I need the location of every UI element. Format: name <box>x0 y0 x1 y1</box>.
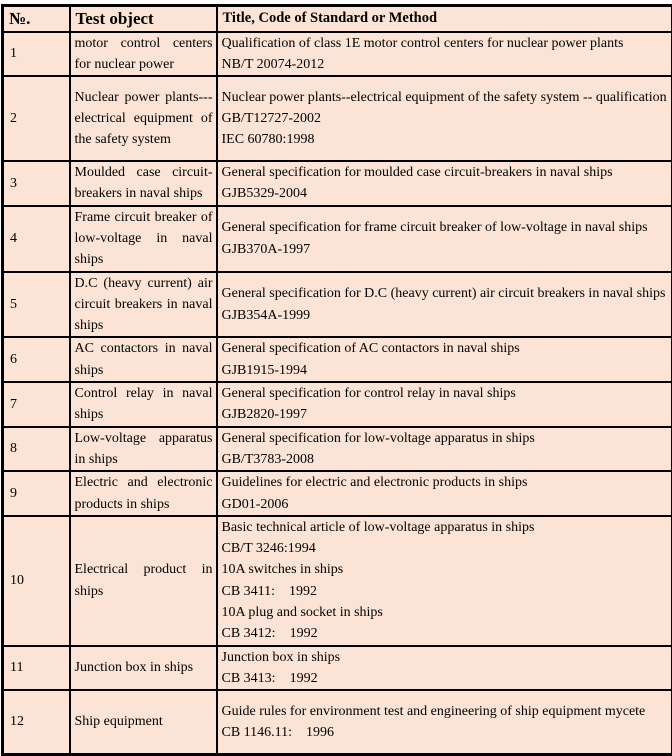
test-object-text: Junction box in ships <box>75 657 213 678</box>
standard-code: CB 3411: 1992 <box>222 581 669 602</box>
column-header-title-code: Title, Code of Standard or Method <box>217 6 672 32</box>
row-number: 12 <box>10 711 66 732</box>
title-code-cell <box>217 471 672 516</box>
row-number: 10 <box>10 570 66 591</box>
row-number-cell <box>3 690 70 754</box>
row-number-cell <box>3 32 70 77</box>
test-object-text: Frame circuit breaker of low-voltage in naval ships <box>75 207 213 271</box>
row-number: 7 <box>10 394 66 415</box>
row-number-cell <box>3 427 70 472</box>
test-object-text: AC contactors in naval ships <box>75 338 213 381</box>
table-row <box>3 76 672 161</box>
row-number: 3 <box>10 173 66 194</box>
standard-code: GJB2820-1997 <box>222 404 669 425</box>
row-number: 5 <box>10 294 66 315</box>
standard-title: General specification for control relay in naval ships <box>222 383 669 404</box>
row-number: 1 <box>10 43 66 64</box>
test-object-cell <box>70 382 217 427</box>
title-code-cell <box>217 272 672 338</box>
standards-table <box>1 4 672 756</box>
test-object-text: D.C (heavy current) air circuit breakers in naval ships <box>75 273 213 337</box>
test-object-text: Nuclear power plants---electrical equipment of the safety system <box>75 87 213 151</box>
standard-code: GJB354A-1999 <box>222 305 669 326</box>
standard-code: CB 3413: 1992 <box>222 668 669 689</box>
title-code-cell <box>217 161 672 206</box>
title-code-cell <box>217 32 672 77</box>
row-number-cell <box>3 337 70 382</box>
standard-title: 10A plug and socket in ships <box>222 602 669 623</box>
row-number-cell <box>3 76 70 161</box>
standard-code: GJB1915-1994 <box>222 360 669 381</box>
table-body <box>3 32 672 755</box>
title-code-cell <box>217 690 672 754</box>
title-code-cell <box>217 337 672 382</box>
column-header-number: №. <box>3 6 70 32</box>
test-object-cell <box>70 76 217 161</box>
standard-title: Qualification of class 1E motor control centers for nuclear power plants <box>222 33 669 54</box>
title-code-cell <box>217 516 672 646</box>
row-number-cell <box>3 161 70 206</box>
standard-title: General specification for moulded case circuit-breakers in naval ships <box>222 162 669 183</box>
standard-code: GB/T12727-2002 <box>222 108 669 129</box>
title-code-cell <box>217 646 672 691</box>
standard-code: GJB5329-2004 <box>222 183 669 204</box>
test-object-text: motor control centers for nuclear power <box>75 33 213 76</box>
title-code-cell <box>217 206 672 272</box>
row-number-cell <box>3 471 70 516</box>
table-row <box>3 337 672 382</box>
title-code-cell <box>217 76 672 161</box>
standard-title: Junction box in ships <box>222 647 669 668</box>
standard-code: GB/T3783-2008 <box>222 449 669 470</box>
row-number: 2 <box>10 108 66 129</box>
table-row <box>3 272 672 338</box>
header-row <box>3 6 672 32</box>
row-number: 11 <box>10 657 66 678</box>
table-row <box>3 427 672 472</box>
test-object-cell <box>70 427 217 472</box>
standard-code: GJB370A-1997 <box>222 239 669 260</box>
row-number: 8 <box>10 438 66 459</box>
test-object-cell <box>70 206 217 272</box>
row-number: 6 <box>10 349 66 370</box>
table-header <box>3 6 672 32</box>
table-row <box>3 516 672 646</box>
table-row <box>3 161 672 206</box>
row-number-cell <box>3 646 70 691</box>
test-object-cell <box>70 161 217 206</box>
row-number-cell <box>3 272 70 338</box>
standard-code: NB/T 20074-2012 <box>222 54 669 75</box>
standard-title: Guidelines for electric and electronic products in ships <box>222 472 669 493</box>
title-code-cell <box>217 427 672 472</box>
test-object-text: Electrical product in ships <box>75 559 213 602</box>
test-object-cell <box>70 32 217 77</box>
row-number: 9 <box>10 483 66 504</box>
test-object-cell <box>70 646 217 691</box>
test-object-cell <box>70 272 217 338</box>
table-row <box>3 690 672 754</box>
standard-code: CB/T 3246:1994 <box>222 538 669 559</box>
title-code-cell <box>217 382 672 427</box>
row-number-cell <box>3 516 70 646</box>
standard-title: General specification for frame circuit breaker of low-voltage in naval ships <box>222 217 669 238</box>
test-object-cell <box>70 337 217 382</box>
standard-title: General specification of AC contactors in naval ships <box>222 338 669 359</box>
column-header-test-object: Test object <box>70 6 217 32</box>
standard-title: General specification for D.C (heavy current) air circuit breakers in naval ships <box>222 283 669 304</box>
table-row <box>3 471 672 516</box>
table-row <box>3 206 672 272</box>
standard-title: Guide rules for environment test and engineering of ship equipment mycete <box>222 701 669 722</box>
standard-code: IEC 60780:1998 <box>222 129 669 150</box>
test-object-text: Electric and electronic products in ships <box>75 472 213 515</box>
test-object-text: Ship equipment <box>75 711 213 732</box>
table-row <box>3 382 672 427</box>
table-row <box>3 646 672 691</box>
test-object-text: Control relay in naval ships <box>75 383 213 426</box>
standard-code: CB 3412: 1992 <box>222 623 669 644</box>
standard-code: GD01-2006 <box>222 494 669 515</box>
test-object-cell <box>70 471 217 516</box>
test-object-text: Moulded case circuit-breakers in naval ships <box>75 162 213 205</box>
standard-code: CB 1146.11: 1996 <box>222 722 669 743</box>
standard-title: 10A switches in ships <box>222 559 669 580</box>
standard-title: Basic technical article of low-voltage apparatus in ships <box>222 517 669 538</box>
test-object-text: Low-voltage apparatus in ships <box>75 428 213 471</box>
row-number-cell <box>3 206 70 272</box>
test-object-cell <box>70 516 217 646</box>
standard-title: General specification for low-voltage apparatus in ships <box>222 428 669 449</box>
test-object-cell <box>70 690 217 754</box>
standard-title: Nuclear power plants--electrical equipment of the safety system -- qualification <box>222 87 669 108</box>
row-number: 4 <box>10 228 66 249</box>
row-number-cell <box>3 382 70 427</box>
table-row <box>3 32 672 77</box>
